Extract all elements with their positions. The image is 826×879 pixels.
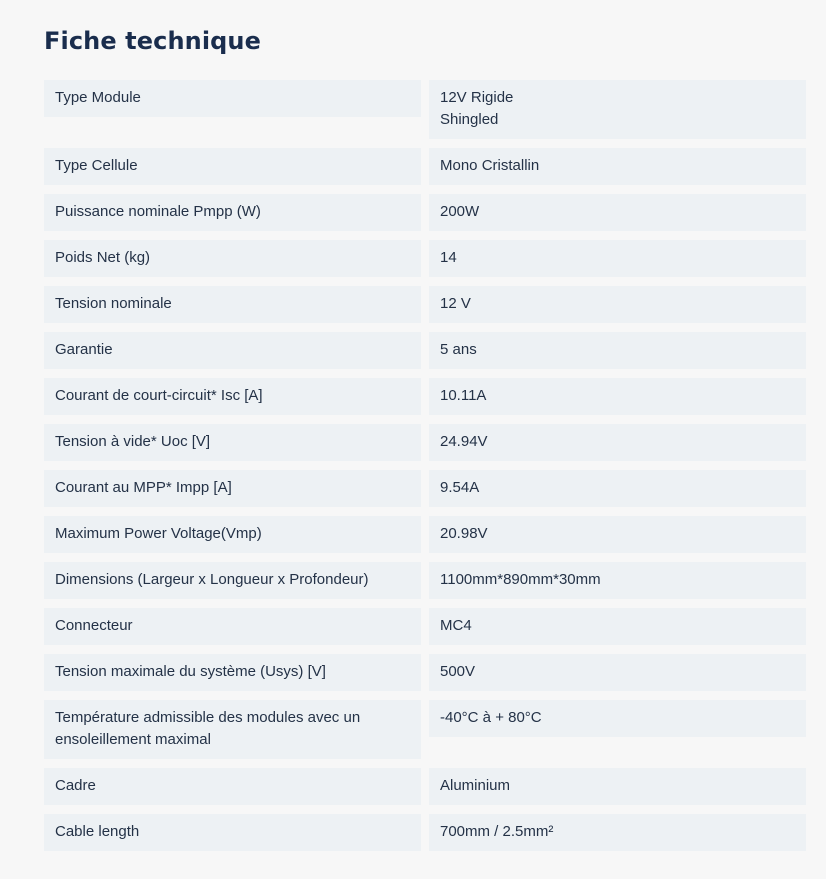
spec-row xyxy=(44,148,806,185)
spec-label: Type Module xyxy=(44,80,421,117)
spec-row xyxy=(44,286,806,323)
spec-row xyxy=(44,332,806,369)
spec-label: Cadre xyxy=(44,768,421,805)
spec-row xyxy=(44,654,806,691)
spec-table xyxy=(44,80,806,860)
spec-label: Type Cellule xyxy=(44,148,421,185)
spec-value: Mono Cristallin xyxy=(429,148,806,185)
spec-row xyxy=(44,814,806,851)
spec-value: MC4 xyxy=(429,608,806,645)
spec-value: 20.98V xyxy=(429,516,806,553)
spec-value: 12V Rigide Shingled xyxy=(429,80,806,139)
spec-label: Garantie xyxy=(44,332,421,369)
spec-value: 24.94V xyxy=(429,424,806,461)
spec-row xyxy=(44,768,806,805)
spec-label: Puissance nominale Pmpp (W) xyxy=(44,194,421,231)
spec-label: Tension maximale du système (Usys) [V] xyxy=(44,654,421,691)
spec-row xyxy=(44,240,806,277)
page-title: Fiche technique xyxy=(44,27,261,55)
spec-row xyxy=(44,424,806,461)
spec-value: 9.54A xyxy=(429,470,806,507)
spec-label: Température admissible des modules avec un ensoleillement maximal xyxy=(44,700,421,759)
spec-value: Aluminium xyxy=(429,768,806,805)
spec-value: 14 xyxy=(429,240,806,277)
spec-value: 12 V xyxy=(429,286,806,323)
spec-value: 5 ans xyxy=(429,332,806,369)
spec-label: Poids Net (kg) xyxy=(44,240,421,277)
spec-value: 1100mm*890mm*30mm xyxy=(429,562,806,599)
spec-row xyxy=(44,608,806,645)
spec-value: 500V xyxy=(429,654,806,691)
spec-label: Connecteur xyxy=(44,608,421,645)
spec-value: 200W xyxy=(429,194,806,231)
spec-label: Courant au MPP* Impp [A] xyxy=(44,470,421,507)
spec-label: Tension nominale xyxy=(44,286,421,323)
spec-value: 10.11A xyxy=(429,378,806,415)
spec-label: Maximum Power Voltage(Vmp) xyxy=(44,516,421,553)
spec-label: Courant de court-circuit* Isc [A] xyxy=(44,378,421,415)
spec-label: Dimensions (Largeur x Longueur x Profondeur) xyxy=(44,562,421,599)
spec-row xyxy=(44,562,806,599)
spec-row xyxy=(44,470,806,507)
spec-row xyxy=(44,700,806,759)
spec-row xyxy=(44,378,806,415)
spec-row xyxy=(44,516,806,553)
spec-row xyxy=(44,80,806,139)
spec-label: Tension à vide* Uoc [V] xyxy=(44,424,421,461)
spec-value: 700mm / 2.5mm² xyxy=(429,814,806,851)
spec-row xyxy=(44,194,806,231)
spec-label: Cable length xyxy=(44,814,421,851)
spec-value: -40°C à + 80°C xyxy=(429,700,806,737)
